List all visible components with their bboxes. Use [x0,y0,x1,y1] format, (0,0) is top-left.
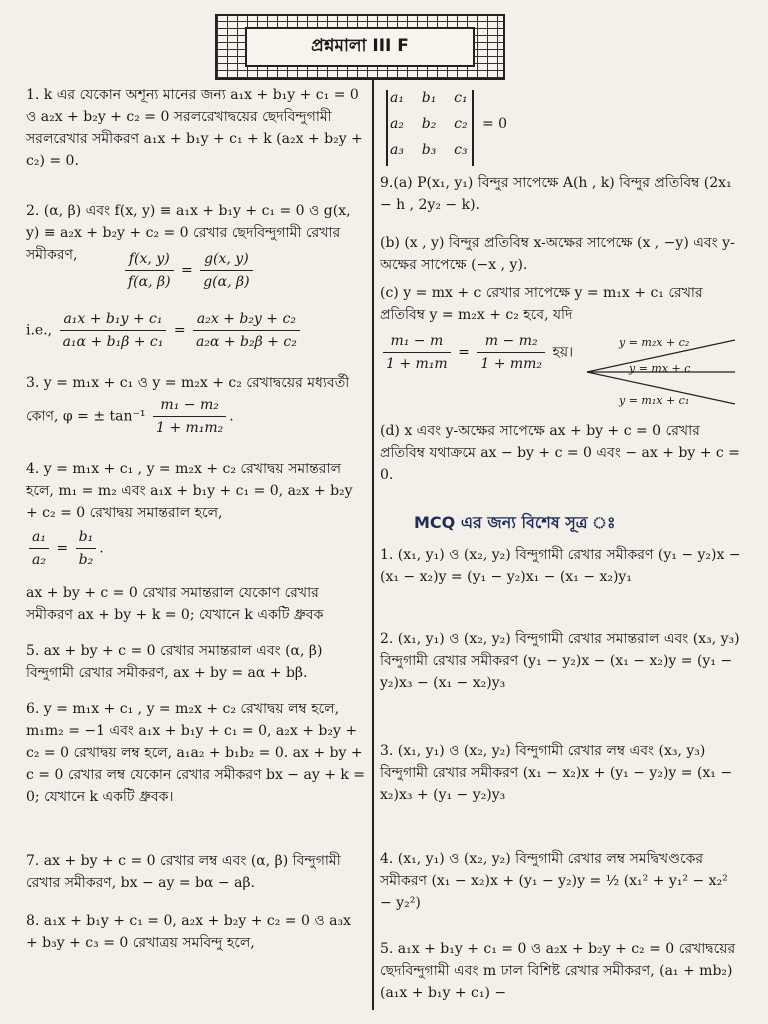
determinant-row-2: a₂ b₂ c₂ [390,116,468,132]
frac-den: 1 + m₁m [386,356,448,372]
frac-den: a₁α + b₁β + c₁ [62,334,164,350]
frac-num: m₁ − m₂ [153,394,226,417]
formula-2: 2. (α, β) এবং f(x, y) ≡ a₁x + b₁y + c₁ = 0 ও g(x, y) ≡ a₂x + b₂y + c₂ = 0 রেখার ছেদবিন্দুগামী রেখার সমীকরণ, [26,203,351,263]
frac-num: b₁ [76,526,97,549]
frac-num: f(x, y) [125,248,174,271]
frac-den: a₂ [32,552,46,568]
formula-2-fraction: $\frac{f(x, y)}{f(\alpha, \beta)}$ = $\frac{g(x, y)}{g(\alpha, \beta)}$ [122,248,256,293]
determinant-row-3: a₃ b₃ c₃ [390,142,468,158]
formula-9c-condition: $\frac{\text{m₁ − m}}{\text{1 + m₁m}}$ = $\frac{\text{m − m₂}}{\text{1 + mm₂}}$ হয়। [380,330,573,375]
frac-num: a₁ [29,526,49,549]
frac-den: a₂α + b₂β + c₂ [196,334,297,350]
formula-7: 7. ax + by + c = 0 রেখার লম্ব এবং (α, β) বিন্দুগামী রেখার সমীকরণ, bx − ay = bα − aβ. [26,853,341,891]
mcq-heading: MCQ এর জন্য বিশেষ সূত্র ঃ [414,513,616,532]
frac-num: a₁x + b₁y + c₁ [60,308,167,331]
formula-4: 4. y = m₁x + c₁ , y = m₂x + c₂ রেখাদ্বয় সমান্তরাল হলে, m₁ = m₂ এবং a₁x + b₁y + c₁ = 0, a₂x + b₂y + c₂ = 0 রেখাদ্বয় সমান্তরাল হলে, [26,461,353,521]
frac-num: g(x, y) [200,248,252,271]
formula-9b: (b) (x , y) বিন্দুর প্রতিবিম্ব x-অক্ষের সাপেক্ষে (x , −y) এবং y-অক্ষের সাপেক্ষে (−x , y). [380,235,735,273]
mcq-item-4: 4. (x₁, y₁) ও (x₂, y₂) বিন্দুগামী রেখার লম্ব সমদ্বিখণ্ডকের সমীকরণ (x₁ − x₂)x + (y₁ − y₂)y = ½ (x₁² + y₁² − x₂² − y₂²) [380,851,728,911]
mcq-item-3: 3. (x₁, y₁) ও (x₂, y₂) বিন্দুগামী রেখার লম্ব এবং (x₃, y₃) বিন্দুগামী রেখার সমীকরণ (x₁ − x₂)x + (y₁ − y₂)y = (x₁ − x₂)x₃ + (y₁ − y₂)y₃ [380,743,733,803]
label-line-m2: y = m₂x + c₂ [619,336,690,349]
frac-den: 1 + mm₂ [480,356,543,372]
formula-4-ratio: $\frac{\text{a₁}}{\text{a₂}}$ = $\frac{\text{b₁}}{\text{b₂}}$ . [26,526,104,571]
label-line-m1: y = m₁x + c₁ [619,394,690,407]
frac-den: b₂ [78,552,94,568]
frac-num: m₁ − m [383,330,451,353]
reflection-diagram [585,332,740,412]
mcq-item-2: 2. (x₁, y₁) ও (x₂, y₂) বিন্দুগামী রেখার সমান্তরাল এবং (x₃, y₃) বিন্দুগামী রেখার সমীকরণ (y₁ − y₂)x − (x₁ − x₂)y = (y₁ − y₂)x₃ − (x₁ − x₂)y₃ [380,631,740,691]
determinant-bar-left [386,90,388,166]
formula-9d: (d) x এবং y-অক্ষের সাপেক্ষে ax + by + c = 0 রেখার প্রতিবিম্ব যথাক্রমে ax − by + c = 0 এবং − ax + by + c = 0. [380,423,740,483]
determinant-bar-right [472,90,474,166]
formula-1: 1. k এর যেকোন অশূন্য মানের জন্য a₁x + b₁y + c₁ = 0 ও a₂x + b₂y + c₂ = 0 সরলরেখাদ্বয়ের ছেদবিন্দুগামী সরলরেখার সমীকরণ a₁x + b₁y + c₁ + k (a₂x + b₂y + c₂) = 0. [26,87,363,169]
section-title: প্রশ্নমালা III F [245,27,475,67]
mcq-item-5: 5. a₁x + b₁y + c₁ = 0 ও a₂x + b₂y + c₂ = 0 রেখাদ্বয়ের ছেদবিন্দুগামী এবং m ঢাল বিশিষ্ট রেখার সমীকরণ, (a₁ + mb₂)(a₁x + b₁y + c₁) − [380,941,736,1001]
determinant-equals: = 0 [482,116,508,132]
formula-9c: (c) y = mx + c রেখার সাপেক্ষে y = m₁x + c₁ রেখার প্রতিবিম্ব y = m₂x + c₂ হবে, যদি [380,285,703,323]
formula-2-ie: i.e., $\frac{\text{a₁x + b₁y + c₁}}{\text{a₁α + b₁β + c₁}}$ = $\frac{\text{a₂x + b₂y + c₂}}{\text{a₂α + b₂β + c₂}}$ [26,308,303,353]
formula-8: 8. a₁x + b₁y + c₁ = 0, a₂x + b₂y + c₂ = 0 ও a₃x + b₃y + c₃ = 0 রেখাত্রয় সমবিন্দু হলে, [26,913,351,951]
frac-num: m − m₂ [477,330,545,353]
formula-9a: 9.(a) P(x₁, y₁) বিন্দুর সাপেক্ষে A(h , k) বিন্দুর প্রতিবিম্ব (2x₁ − h , 2y₂ − k). [380,175,732,213]
formula-6: 6. y = m₁x + c₁ , y = m₂x + c₂ রেখাদ্বয় লম্ব হলে, m₁m₂ = −1 এবং a₁x + b₁y + c₁ = 0, a₂x + b₂y + c₂ = 0 রেখাদ্বয় লম্ব হলে, a₁a₂ + b₁b₂ = 0. ax + by + c = 0 রেখার লম্ব যেকোন রেখার সমীকরণ bx − ay + k = 0; যেখানে k একটি ধ্রুবক। [26,701,366,805]
formula-5: 5. ax + by + c = 0 রেখার সমান্তরাল এবং (α, β) বিন্দুগামী রেখার সমীকরণ, ax + by = aα + bβ. [26,643,323,681]
mcq-item-1: 1. (x₁, y₁) ও (x₂, y₂) বিন্দুগামী রেখার সমীকরণ (y₁ − y₂)x − (x₁ − x₂)y = (y₁ − y₂)x₁ − (x₁ − x₂)y₁ [380,547,741,585]
frac-den: f(α, β) [128,274,171,290]
determinant-row-1: a₁ b₁ c₁ [390,90,468,106]
frac-den: 1 + m₁m₂ [155,420,224,436]
label-line-m: y = mx + c [629,362,691,375]
frac-den: g(α, β) [203,274,250,290]
parallel-line-note: ax + by + c = 0 রেখার সমান্তরাল যেকোণ রেখার সমীকরণ ax + by + k = 0; যেখানে k একটি ধ্রুবক [26,585,324,623]
frac-num: a₂x + b₂y + c₂ [193,308,300,331]
formula-3: 3. y = m₁x + c₁ ও y = m₂x + c₂ রেখাদ্বয়ের মধ্যবর্তী কোণ, φ = ± tan⁻¹ $\frac{\text{m₁ − m₂}}{\text{1 + m₁m₂}}$ . [26,372,366,439]
header-frame [215,14,505,80]
column-divider [372,80,374,1010]
